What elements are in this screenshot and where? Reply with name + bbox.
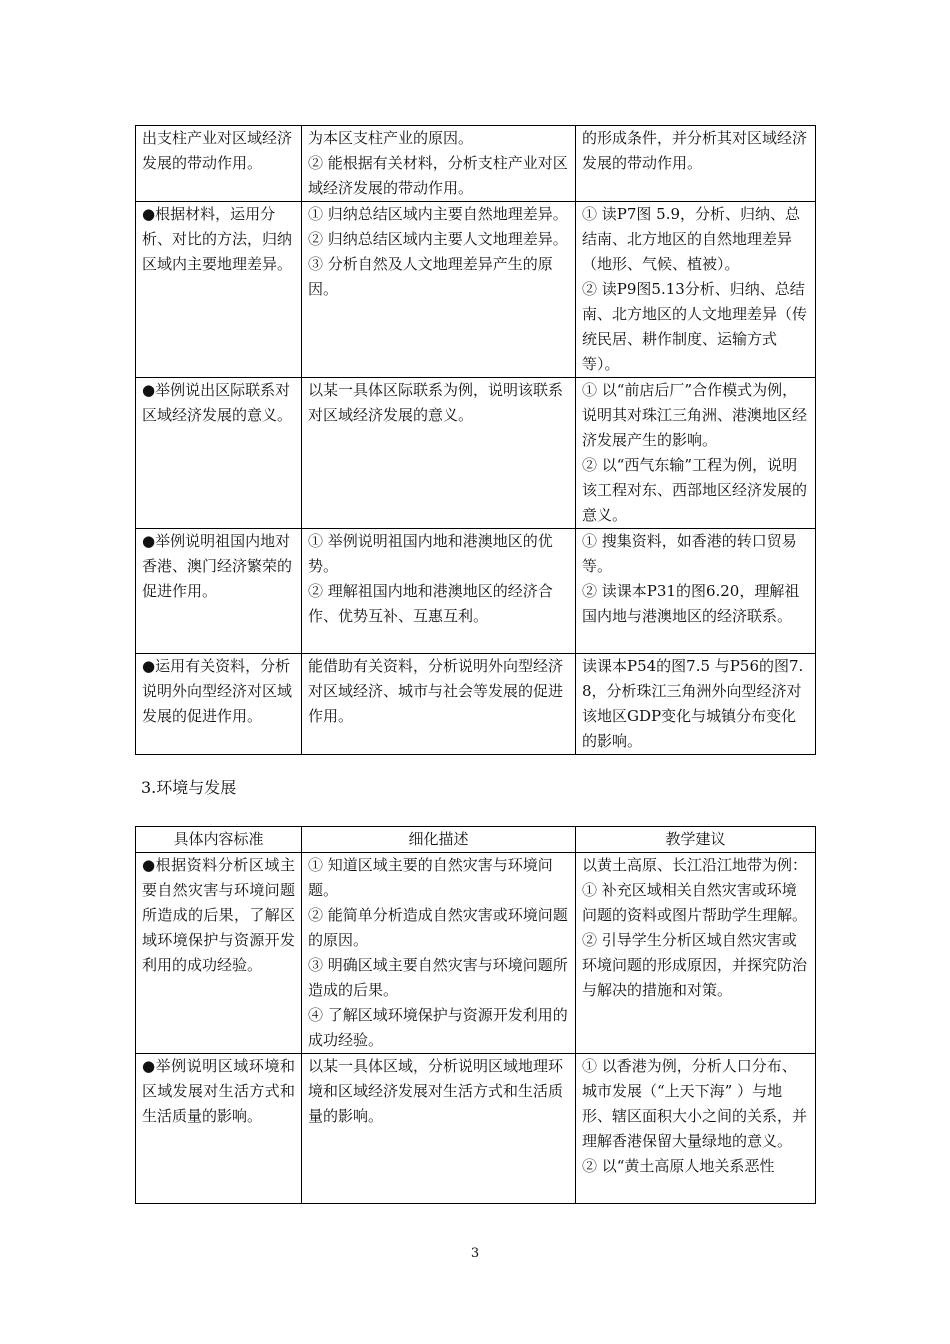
standard-cell: 出支柱产业对区域经济发展的带动作用。	[136, 126, 302, 202]
standard-cell: ●运用有关资料，分析说明外向型经济对区域发展的促进作用。	[136, 654, 302, 755]
table-header-row	[136, 827, 816, 853]
standard-cell: ●举例说明区域环境和区域发展对生活方式和生活质量的影响。	[136, 1054, 302, 1204]
description-line: 为本区支柱产业的原因。	[308, 129, 474, 147]
description-cell	[302, 378, 576, 529]
description-line: ③ 分析自然及人文地理差异产生的原因。	[308, 255, 553, 298]
description-line: 以某一具体区域，分析说明区域地理环境和区域经济发展对生活方式和生活质量的影响。	[308, 1057, 564, 1125]
standard-cell: ●根据资料分析区域主要自然灾害与环境问题所造成的后果，了解区域环境保护与资源开发利用的成功经验。	[136, 853, 302, 1054]
description-line: ② 能简单分析造成自然灾害或环境问题的原因。	[308, 906, 568, 949]
description-line: ① 知道区域主要的自然灾害与环境问题。	[308, 856, 553, 899]
suggestion-cell	[576, 529, 816, 654]
table-row	[136, 529, 816, 654]
description-line: ④ 了解区域环境保护与资源开发利用的成功经验。	[308, 1006, 568, 1049]
content-standards-table-continued	[135, 125, 816, 755]
suggestion-line: ② 引导学生分析区域自然灾害或环境问题的形成原因，并探究防治与解决的措施和对策。	[582, 931, 808, 999]
description-line: 能借助有关资料，分析说明外向型经济对区域经济、城市与社会等发展的促进作用。	[308, 657, 564, 725]
suggestion-line: ① 搜集资料，如香港的转口贸易等。	[582, 532, 797, 575]
suggestion-line: ② 读课本P31的图6.20，理解祖国内地与港澳地区的经济联系。	[582, 582, 800, 625]
description-line: 以某一具体区际联系为例，说明该联系对区域经济发展的意义。	[308, 381, 564, 424]
description-cell	[302, 202, 576, 378]
standard-cell: ●举例说出区际联系对区域经济发展的意义。	[136, 378, 302, 529]
column-header-standard: 具体内容标准	[136, 827, 302, 853]
table-row	[136, 126, 816, 202]
suggestion-cell	[576, 126, 816, 202]
suggestion-cell	[576, 1054, 816, 1204]
suggestion-cell	[576, 378, 816, 529]
suggestion-cell	[576, 202, 816, 378]
suggestion-line: 以黄土高原、长江沿江地带为例：	[582, 856, 808, 874]
suggestion-line: ① 以香港为例，分析人口分布、城市发展（“上天下海” ）与地形、辖区面积大小之间的关系，并理解香港保留大量绿地的意义。	[582, 1057, 808, 1150]
suggestion-line: ② 以“西气东输”工程为例，说明该工程对东、西部地区经济发展的意义。	[582, 456, 808, 524]
description-line: ② 归纳总结区域内主要人文地理差异。	[308, 230, 568, 248]
section-title: 3.环境与发展	[141, 778, 237, 797]
description-cell	[302, 654, 576, 755]
description-line: ② 理解祖国内地和港澳地区的经济合作、优势互补、互惠互利。	[308, 582, 553, 625]
description-cell	[302, 529, 576, 654]
description-cell	[302, 126, 576, 202]
description-cell	[302, 1054, 576, 1204]
suggestion-line: ① 以“前店后厂”合作模式为例，说明其对珠江三角洲、港澳地区经济发展产生的影响。	[582, 381, 808, 449]
standard-cell: ●根据材料，运用分析、对比的方法，归纳区域内主要地理差异。	[136, 202, 302, 378]
column-header-description: 细化描述	[302, 827, 576, 853]
description-line: ① 举例说明祖国内地和港澳地区的优势。	[308, 532, 553, 575]
column-header-suggestion: 教学建议	[576, 827, 816, 853]
suggestion-line: ② 以“黄土高原人地关系恶性	[582, 1157, 775, 1175]
suggestion-cell	[576, 853, 816, 1054]
suggestion-cell	[576, 654, 816, 755]
description-line: ② 能根据有关材料，分析支柱产业对区域经济发展的带动作用。	[308, 154, 568, 197]
environment-development-table	[135, 826, 816, 1204]
description-line: ① 归纳总结区域内主要自然地理差异。	[308, 205, 568, 223]
suggestion-line: ② 读P9图5.13分析、归纳、总结南、北方地区的人文地理差异（传统民居、耕作制度、运输方式等）。	[582, 280, 808, 373]
table-row	[136, 202, 816, 378]
page-number: 3	[470, 1246, 480, 1261]
standard-cell: ●举例说明祖国内地对香港、澳门经济繁荣的促进作用。	[136, 529, 302, 654]
table-row	[136, 654, 816, 755]
table-row	[136, 853, 816, 1054]
suggestion-line: 读课本P54的图7.5 与P56的图7.8，分析珠江三角洲外向型经济对该地区GDP变化与城镇分布变化的影响。	[582, 657, 804, 750]
suggestion-line: ① 读P7图 5.9，分析、归纳、总结南、北方地区的自然地理差异（地形、气候、植被）。	[582, 205, 801, 273]
description-line: ③ 明确区域主要自然灾害与环境问题所造成的后果。	[308, 956, 568, 999]
suggestion-line: 的形成条件，并分析其对区域经济发展的带动作用。	[582, 129, 808, 172]
description-cell	[302, 853, 576, 1054]
table-row	[136, 378, 816, 529]
suggestion-line: ① 补充区域相关自然灾害或环境问题的资料或图片帮助学生理解。	[582, 881, 808, 924]
table-row	[136, 1054, 816, 1204]
